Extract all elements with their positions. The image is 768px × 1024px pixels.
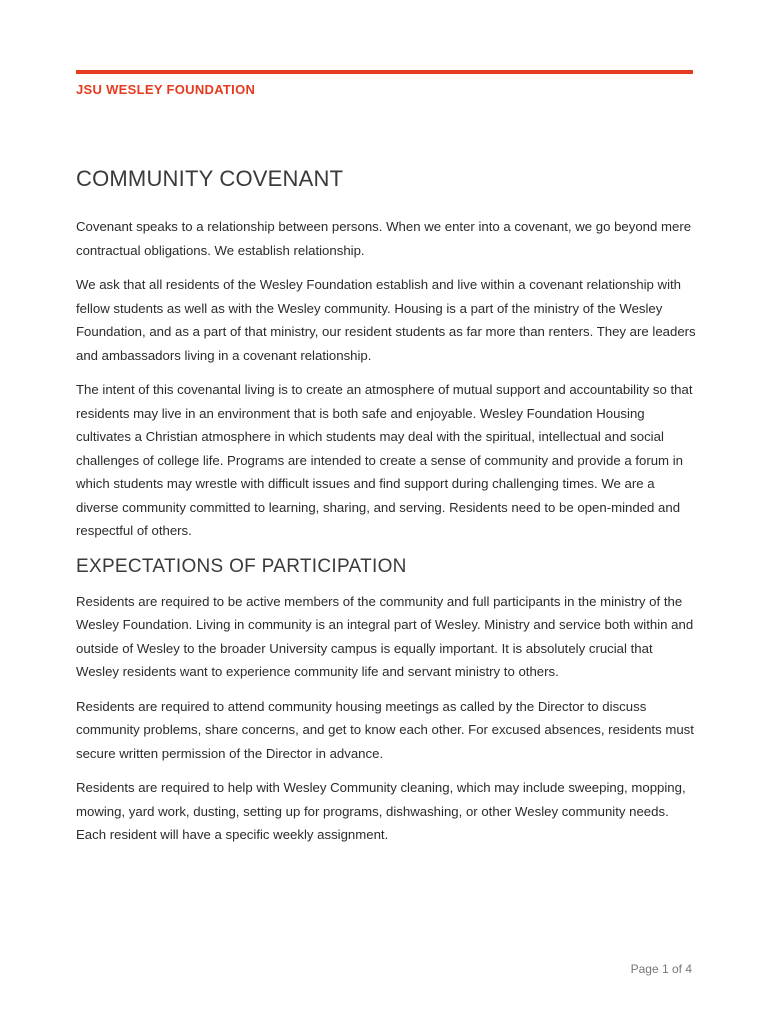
organization-name: JSU WESLEY FOUNDATION (76, 82, 256, 97)
section-heading: EXPECTATIONS OF PARTICIPATION (76, 555, 407, 577)
document-body (76, 166, 696, 858)
section-paragraph: Residents are required to help with Wesley Community cleaning, which may include sweeping, mopping, mowing, yard work, dusting, setting up for programs, dishwashing, or other Wesley community needs. Each resident will have a specific weekly assignment. (76, 780, 686, 842)
intro-paragraph: The intent of this covenantal living is to create an atmosphere of mutual support and accountability so that residents may live in an environment that is both safe and enjoyable. Wesley Foundation Housing cultivates a Christian atmosphere in which students may deal with the spiritual, intellectual and social challenges of college life. Programs are intended to create a sense of community and provide a forum in which students may wrestle with difficult issues and find support during challenging times. We are a diverse community committed to learning, sharing, and serving. Residents need to be open-minded and respectful of others. (76, 382, 693, 538)
section-paragraph: Residents are required to be active members of the community and full participants in the ministry of the Wesley Foundation. Living in community is an integral part of Wesley. Ministry and service both within and outside of Wesley to the broader University campus is equally important. It is absolutely crucial that Wesley residents want to experience community life and servant ministry to others. (76, 593, 694, 679)
header-rule (76, 70, 693, 74)
page-number: Page 1 of 4 (630, 962, 692, 976)
intro-paragraph: We ask that all residents of the Wesley Foundation establish and live within a covenant relationship with fellow students as well as with the Wesley community. Housing is a part of the ministry of the Wesley Foundation, and as a part of that ministry, our resident students as far more than renters. They are leaders and ambassadors living in a covenant relationship. (76, 277, 696, 363)
intro-paragraph: Covenant speaks to a relationship between persons. When we enter into a covenant, we go beyond mere contractual obligations. We establish relationship. (76, 219, 692, 258)
document-title: COMMUNITY COVENANT (76, 166, 344, 191)
section-paragraph: Residents are required to attend community housing meetings as called by the Director to discuss community problems, share concerns, and get to know each other. For excused absences, residents must secure written permission of the Director in advance. (76, 698, 694, 761)
